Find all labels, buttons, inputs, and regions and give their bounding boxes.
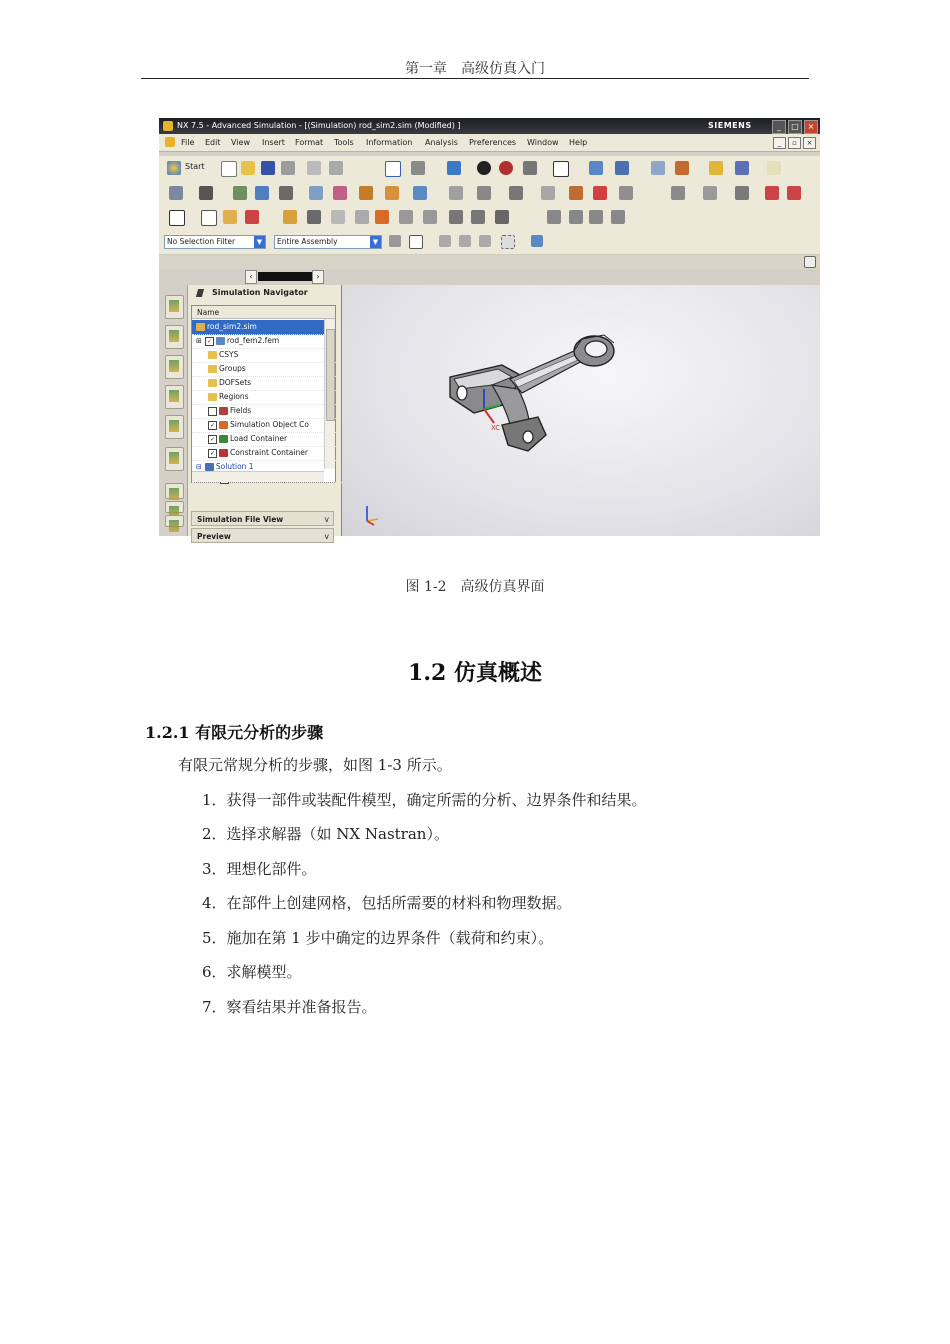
toolbar-strip xyxy=(159,255,820,269)
select-box-icon[interactable] xyxy=(169,210,185,226)
resource-bar xyxy=(159,285,188,536)
star-icon[interactable] xyxy=(449,186,463,200)
layout-icon[interactable] xyxy=(804,256,816,268)
step-6: 6．求解模型。 xyxy=(202,963,302,981)
prev-icon[interactable] xyxy=(765,186,779,200)
menu-information[interactable]: Information xyxy=(366,138,413,147)
tree-item-label: rod_fem2.fem xyxy=(226,336,280,345)
menu-bar xyxy=(159,134,820,152)
running-header: 第一章 高级仿真入门 xyxy=(405,61,545,77)
view-triad-icon[interactable] xyxy=(615,161,629,175)
fem-file-icon xyxy=(216,337,225,345)
menu-preferences[interactable]: Preferences xyxy=(469,138,517,147)
sim-object-icon[interactable] xyxy=(569,186,583,200)
tree-item-regions[interactable] xyxy=(192,390,338,405)
chevron-left-icon[interactable]: ‹ xyxy=(245,270,257,284)
assembly-tab-icon[interactable] xyxy=(165,355,184,379)
layer-icon[interactable] xyxy=(651,161,665,175)
tree-item-load-container[interactable] xyxy=(192,432,338,447)
solution-icon[interactable] xyxy=(413,186,427,200)
search-icon[interactable] xyxy=(245,210,259,224)
selection-filter-dropdown[interactable] xyxy=(164,235,266,249)
grid-icon[interactable] xyxy=(279,186,293,200)
part-navigator-tab-icon[interactable] xyxy=(165,325,184,349)
table-icon[interactable] xyxy=(201,210,217,226)
intro-paragraph: 有限元常规分析的步骤，如图 1-3 所示。 xyxy=(178,756,452,774)
pin-icon[interactable] xyxy=(196,289,204,297)
start-icon[interactable] xyxy=(167,161,181,175)
hand-icon[interactable] xyxy=(223,210,237,224)
history-tab-icon[interactable] xyxy=(165,483,184,499)
tree-horizontal-scrollbar[interactable] xyxy=(192,471,324,482)
chevron-down-icon: ▼ xyxy=(370,236,381,248)
arrow-right-icon[interactable] xyxy=(471,210,485,224)
resource-bar-toggle xyxy=(159,269,820,285)
tree-vertical-scrollbar[interactable] xyxy=(324,319,335,469)
menu-view[interactable]: View xyxy=(231,138,250,147)
scope-value: Entire Assembly xyxy=(277,237,338,246)
header-rule xyxy=(141,78,809,79)
pencil-icon[interactable] xyxy=(509,186,523,200)
tree-item-label: Simulation Object Co xyxy=(230,420,309,429)
material-icon[interactable] xyxy=(309,186,323,200)
window-title: NX 7.5 - Advanced Simulation - [(Simulation) rod_sim2.sim (Modified) ] xyxy=(177,121,461,130)
constraint-icon[interactable] xyxy=(385,186,399,200)
minimize-icon[interactable]: _ xyxy=(772,120,786,134)
connecting-rod-model xyxy=(342,285,820,536)
chevron-down-icon[interactable]: v xyxy=(324,515,329,524)
csys-axis-label: XC xyxy=(491,424,501,432)
section-heading: 1.2 仿真概述 xyxy=(408,660,542,686)
tree-item-label: rod_sim2.sim xyxy=(207,322,257,331)
sim-tab-icon[interactable] xyxy=(165,415,184,439)
sim-file-icon xyxy=(196,323,205,331)
palette-tab-icon[interactable] xyxy=(165,447,184,471)
tree-item-fields[interactable] xyxy=(192,404,338,419)
simulation-navigator xyxy=(188,285,342,541)
property-icon[interactable] xyxy=(333,186,347,200)
nx-logo-icon xyxy=(163,121,173,131)
save-icon[interactable] xyxy=(261,161,275,175)
start-button[interactable]: Start xyxy=(185,162,205,171)
tree-item-label: Fields xyxy=(230,406,252,415)
shaded-view-icon[interactable] xyxy=(447,161,461,175)
grid-select-icon[interactable] xyxy=(409,235,423,249)
checkbox-icon[interactable]: ✓ xyxy=(209,435,216,443)
navigator-tree xyxy=(191,305,336,483)
tree-item-groups[interactable] xyxy=(192,362,338,377)
app-menu-icon[interactable] xyxy=(165,137,175,147)
scope-dropdown[interactable] xyxy=(274,235,382,249)
tree-item-label: Groups xyxy=(219,364,246,373)
menu-help[interactable]: Help xyxy=(569,138,588,147)
render-style-icon[interactable] xyxy=(477,161,491,175)
lasso-icon[interactable] xyxy=(501,235,515,249)
chevron-down-icon[interactable]: v xyxy=(324,532,329,541)
file-view-label: Simulation File View xyxy=(197,515,284,524)
simulation-file-view-panel[interactable] xyxy=(191,511,334,526)
copy-icon[interactable] xyxy=(329,161,343,175)
menu-analysis[interactable]: Analysis xyxy=(425,138,458,147)
tree-item-label: Regions xyxy=(219,392,249,401)
section-view-icon[interactable] xyxy=(499,161,513,175)
resource-bar-slider[interactable] xyxy=(258,272,314,281)
report-icon[interactable] xyxy=(619,186,633,200)
checkbox-icon[interactable]: ✓ xyxy=(206,337,212,345)
scroll-up-icon[interactable] xyxy=(165,501,184,513)
selection-bar xyxy=(159,228,820,255)
menu-window[interactable]: Window xyxy=(527,138,559,147)
close-icon[interactable]: × xyxy=(804,120,818,134)
scroll-down-icon[interactable] xyxy=(165,515,184,527)
tree-item-label: DOFSets xyxy=(219,378,252,387)
doc-minimize-icon[interactable]: _ xyxy=(773,137,786,149)
chart-icon[interactable] xyxy=(307,210,321,224)
toolbar-row-1 xyxy=(159,156,820,182)
chevron-right-icon[interactable]: › xyxy=(312,270,324,284)
scroll-thumb[interactable] xyxy=(326,329,335,421)
tree-item-sim[interactable] xyxy=(192,320,326,335)
link-icon[interactable] xyxy=(459,235,471,247)
tree-item-constraint-container[interactable] xyxy=(192,446,338,461)
doc-restore-icon[interactable]: ▫ xyxy=(788,137,801,149)
chevron-down-icon: ▼ xyxy=(254,236,265,248)
checkbox-icon[interactable] xyxy=(208,407,217,416)
rotate-icon[interactable] xyxy=(411,161,425,175)
siemens-logo: SIEMENS xyxy=(708,121,752,130)
arrow-icon[interactable] xyxy=(477,186,491,200)
print-icon[interactable] xyxy=(281,161,295,175)
load-icon xyxy=(219,435,228,443)
menu-format[interactable]: Format xyxy=(295,138,324,147)
first-frame-icon[interactable] xyxy=(495,210,509,224)
step-3: 3．理想化部件。 xyxy=(202,860,317,878)
text-icon[interactable] xyxy=(331,210,345,224)
sim-object-icon xyxy=(219,421,228,429)
measure-icon[interactable] xyxy=(767,161,781,175)
mesh-collector-icon[interactable] xyxy=(233,186,247,200)
navigator-title xyxy=(188,285,341,301)
subsection-heading: 1.2.1 有限元分析的步骤 xyxy=(145,723,324,742)
filter-option-icon[interactable] xyxy=(389,235,401,247)
window-titlebar xyxy=(159,118,820,134)
menu-tools[interactable]: Tools xyxy=(334,138,354,147)
collapse-icon[interactable]: ⊟ xyxy=(196,463,202,471)
menu-edit[interactable]: Edit xyxy=(205,138,221,147)
figure-caption: 图 1-2 高级仿真界面 xyxy=(405,579,545,595)
step-4: 4．在部件上创建网格，包括所需要的材料和物理数据。 xyxy=(202,894,572,912)
open-folder-icon[interactable] xyxy=(241,161,255,175)
help-icon[interactable] xyxy=(355,210,369,224)
play-icon[interactable] xyxy=(709,161,723,175)
tree-item-sim-object-container[interactable] xyxy=(192,418,338,433)
navigator-tab-icon[interactable] xyxy=(165,295,184,319)
background-icon[interactable] xyxy=(553,161,569,177)
grid-toggle-icon[interactable] xyxy=(735,186,749,200)
folder-icon xyxy=(208,393,217,401)
menu-insert[interactable]: Insert xyxy=(262,138,285,147)
hammer-icon[interactable] xyxy=(541,186,555,200)
step-5: 5．施加在第 1 步中确定的边界条件（载荷和约束）。 xyxy=(202,929,554,947)
cube-icon[interactable] xyxy=(531,235,543,247)
new-file-icon[interactable] xyxy=(221,161,237,177)
display-icon[interactable] xyxy=(671,186,685,200)
cut-icon[interactable] xyxy=(307,161,321,175)
field-icon xyxy=(219,407,228,415)
toolbar-row-2 xyxy=(159,181,820,207)
fit-view-icon[interactable] xyxy=(385,161,401,177)
maximize-icon[interactable]: □ xyxy=(788,120,802,134)
checkbox-icon[interactable]: ✓ xyxy=(209,449,216,457)
tree-item-label: CSYS xyxy=(219,350,239,359)
tree-item-fem[interactable] xyxy=(192,334,326,349)
animate-icon[interactable] xyxy=(735,161,749,175)
tree-item-label: Solution 1 xyxy=(215,462,254,471)
mesh-icon[interactable] xyxy=(169,186,183,200)
preview-panel[interactable] xyxy=(191,528,334,543)
checkbox-icon[interactable]: ✓ xyxy=(209,421,216,429)
node-icon[interactable] xyxy=(255,186,269,200)
arrow-left-icon[interactable] xyxy=(449,210,463,224)
tools-icon[interactable] xyxy=(283,210,297,224)
play-frame-icon[interactable] xyxy=(569,210,583,224)
next-icon[interactable] xyxy=(787,186,801,200)
curve-icon[interactable] xyxy=(479,235,491,247)
expand-icon[interactable]: ⊞ xyxy=(196,337,202,345)
solution-icon xyxy=(205,463,214,471)
probe-icon[interactable] xyxy=(703,186,717,200)
fem-tab-icon[interactable] xyxy=(165,385,184,409)
element-icon[interactable] xyxy=(199,186,213,200)
selection-filter-value: No Selection Filter xyxy=(167,237,236,246)
folder-icon xyxy=(208,379,217,387)
column-header-name[interactable]: Name xyxy=(192,306,335,319)
preview-label: Preview xyxy=(197,532,231,541)
step-back-icon[interactable] xyxy=(547,210,561,224)
nx-screenshot-figure xyxy=(159,118,820,541)
tree-item-csys[interactable] xyxy=(192,348,338,363)
wizard-icon[interactable] xyxy=(375,210,389,224)
part-icon[interactable] xyxy=(523,161,537,175)
results-icon[interactable] xyxy=(593,186,607,200)
pause-icon[interactable] xyxy=(589,210,603,224)
tree-item-label: Load Container xyxy=(230,434,288,443)
doc-close-icon[interactable]: × xyxy=(803,137,816,149)
constraint-icon xyxy=(219,449,228,457)
load-icon[interactable] xyxy=(359,186,373,200)
navigator-title-text: Simulation Navigator xyxy=(212,288,308,297)
fem-icon[interactable] xyxy=(675,161,689,175)
view-triad-icon xyxy=(364,503,380,525)
folder-icon xyxy=(208,365,217,373)
graph-icon[interactable] xyxy=(423,210,437,224)
orient-view-icon[interactable] xyxy=(589,161,603,175)
toolbar-row-3 xyxy=(159,206,820,229)
snap-icon[interactable] xyxy=(439,235,451,247)
graphics-window[interactable] xyxy=(342,285,820,536)
step-1: 1．获得一部件或装配件模型，确定所需的分析、边界条件和结果。 xyxy=(202,791,647,809)
stop-icon[interactable] xyxy=(611,210,625,224)
step-7: 7．察看结果并准备报告。 xyxy=(202,998,377,1016)
tree-item-dofsets[interactable] xyxy=(192,376,338,391)
image-icon[interactable] xyxy=(399,210,413,224)
step-2: 2．选择求解器（如 NX Nastran）。 xyxy=(202,825,449,843)
folder-icon xyxy=(208,351,217,359)
menu-file[interactable]: File xyxy=(181,138,195,147)
tree-item-label: Constraint Container xyxy=(230,448,308,457)
